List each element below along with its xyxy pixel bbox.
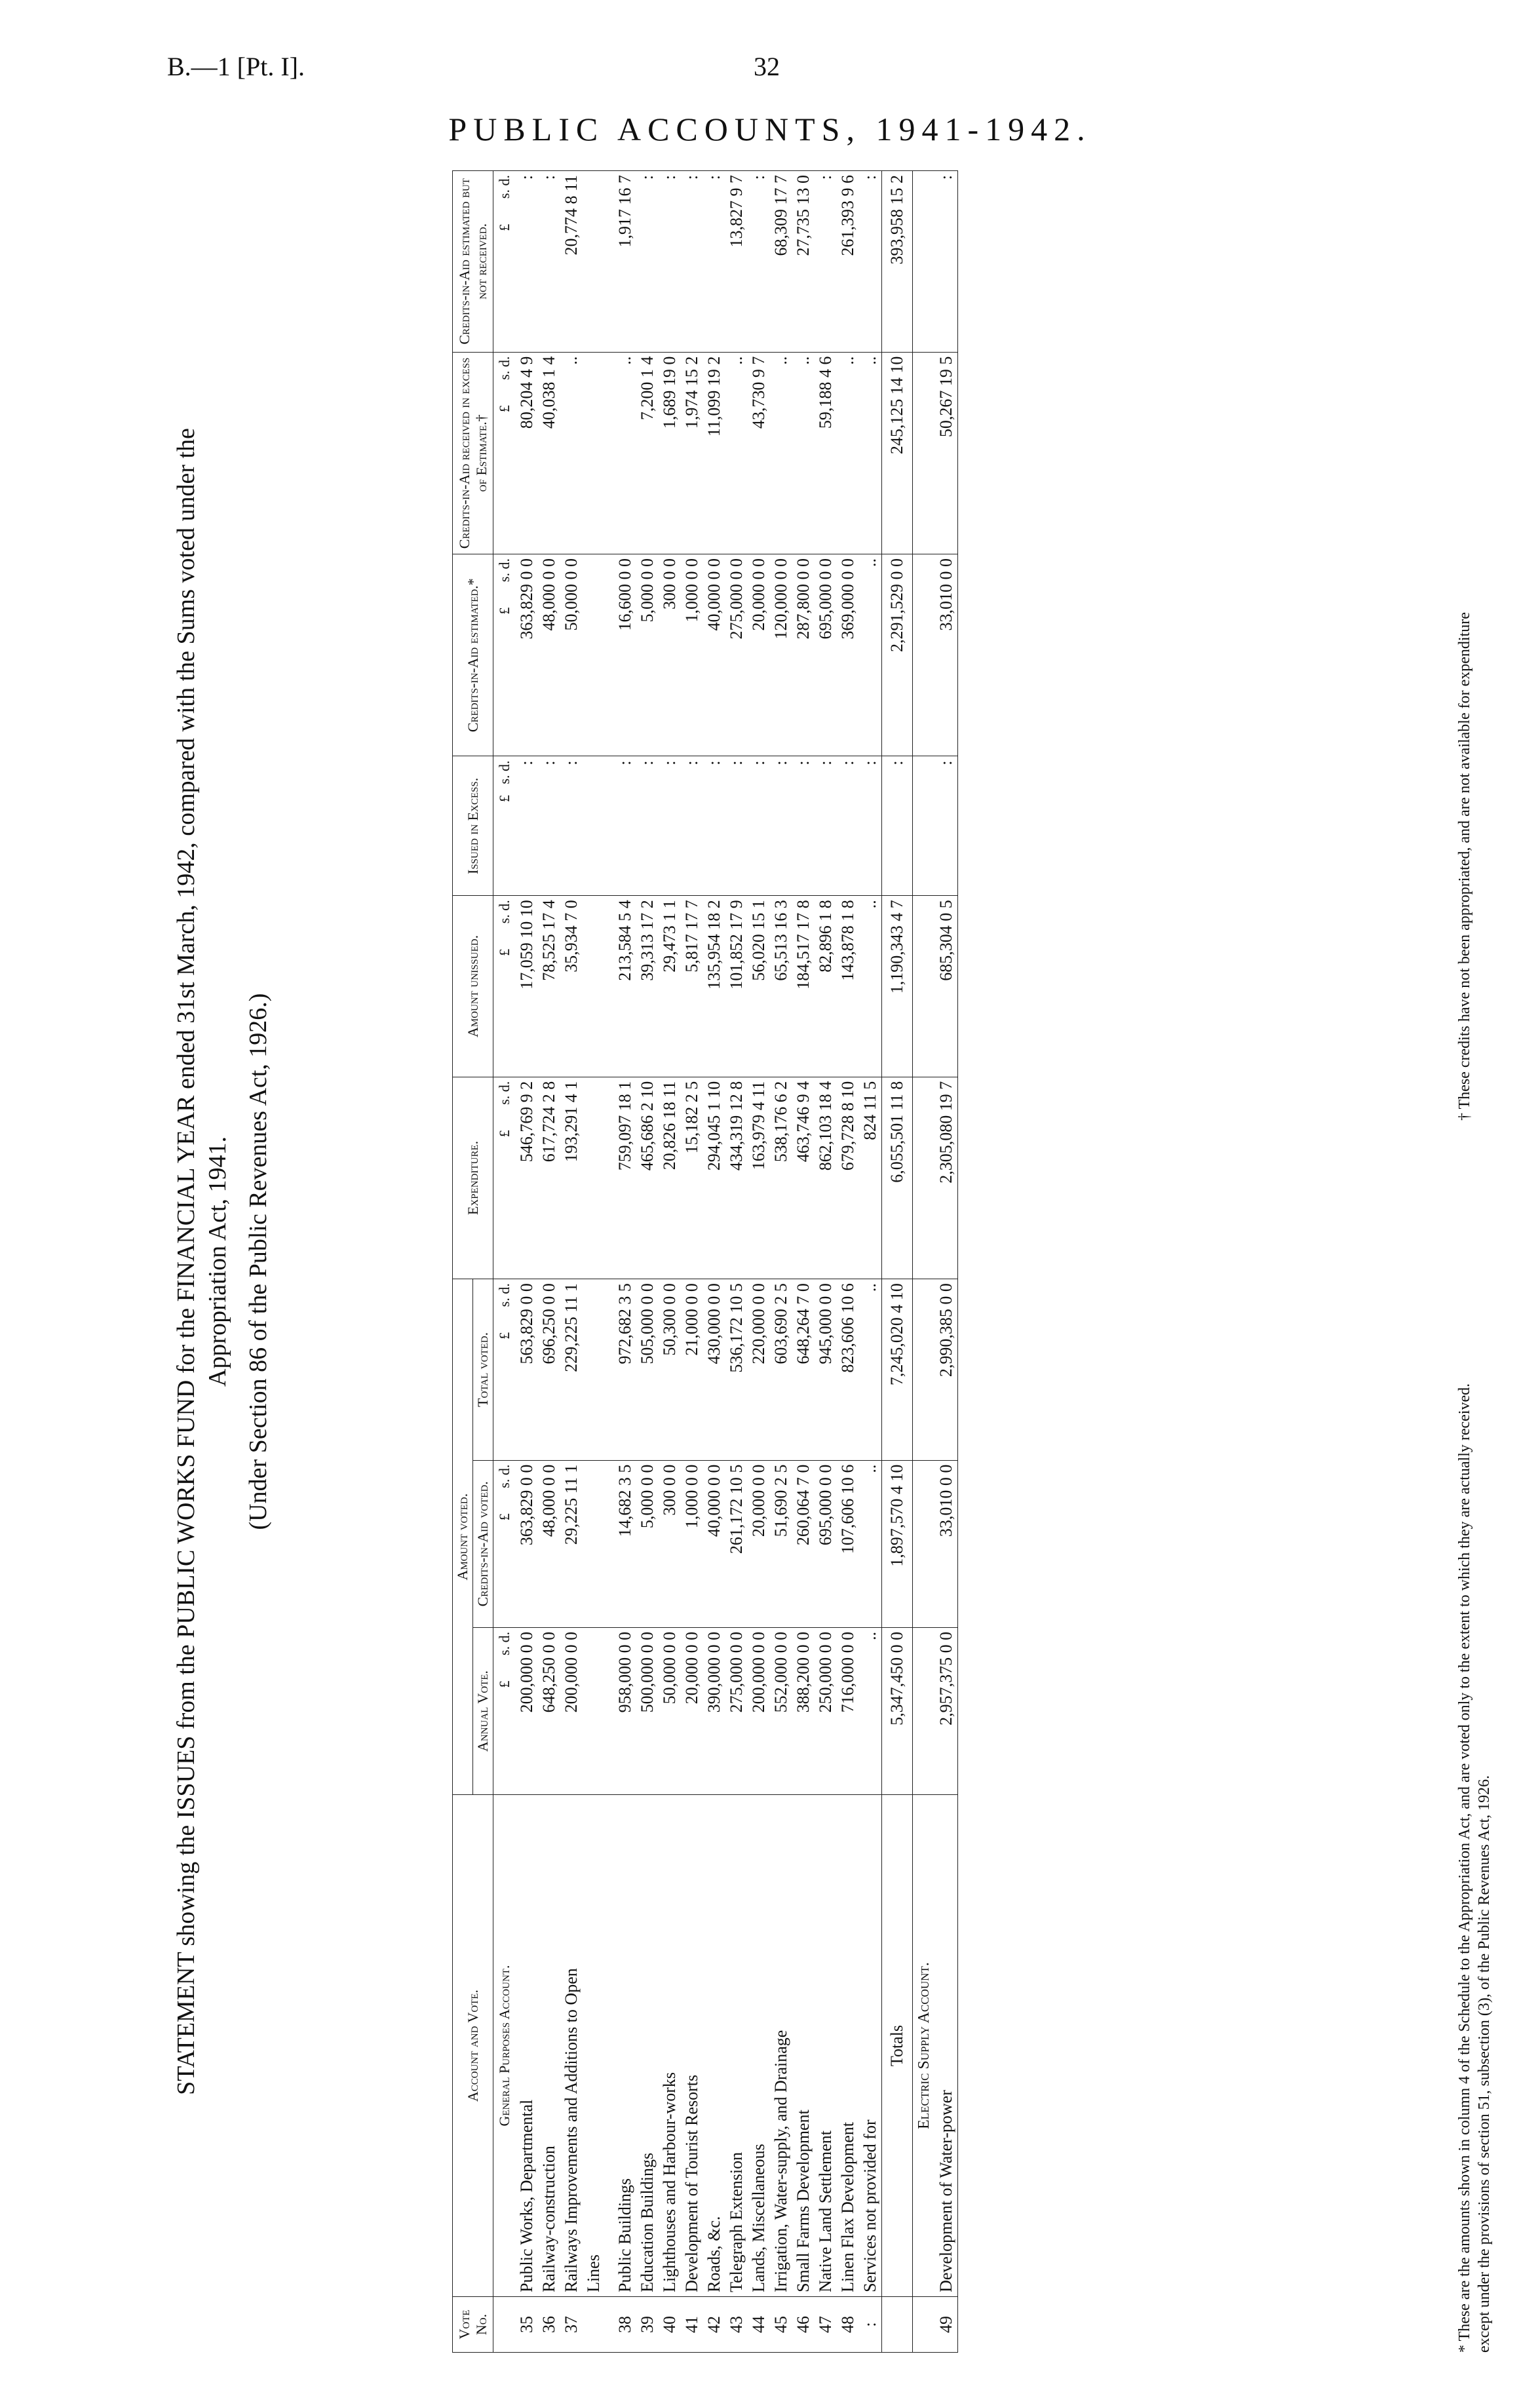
vote-name: Railway-construction: [538, 1795, 560, 2297]
cell-excess: :: [560, 756, 583, 896]
cell-cia_voted: 20,000 0 0: [748, 1460, 770, 1627]
col-credits-received: Credits-in-Aid received in excess of Estimate.†: [453, 352, 493, 554]
unit-cell: £ s. d.: [493, 1279, 516, 1461]
cell-total: 21,000 0 0: [681, 1279, 703, 1461]
cell-total: 648,264 7 0: [792, 1279, 815, 1461]
vote-name: Public Works, Departmental: [516, 1795, 538, 2297]
cell-excess: :: [935, 756, 958, 896]
vote-number: 44: [748, 2296, 770, 2352]
cell-cia_recv: 40,038 1 4: [538, 352, 560, 554]
section-row: [913, 171, 936, 2353]
cell-cia_notrecv: 1,917 16 7: [614, 171, 636, 353]
cell-exp: 546,769 9 2: [516, 1077, 538, 1279]
statement-title-block: [170, 170, 274, 2353]
cell-cia_voted: 261,172 10 5: [725, 1460, 748, 1627]
cell-cia_est: 33,010 0 0: [935, 554, 958, 756]
cell-unissued: 65,513 16 3: [770, 896, 792, 1077]
vote-number: 42: [703, 2296, 725, 2352]
cell-cia_est: 48,000 0 0: [538, 554, 560, 756]
cell-cia_est: [583, 554, 605, 756]
spacer-row: [605, 171, 614, 2353]
col-account-and-vote: Account and Vote.: [453, 1795, 493, 2297]
cell-exp: 465,686 2 10: [636, 1077, 659, 1279]
cell-unissued: 5,817 17 7: [681, 896, 703, 1077]
cell-exp: 163,979 4 11: [748, 1077, 770, 1279]
cell-cia_recv: ..: [859, 352, 882, 554]
vote-name: Irrigation, Water-supply, and Drainage: [770, 1795, 792, 2297]
cell-excess: :: [636, 756, 659, 896]
cell-unissued: ..: [859, 896, 882, 1077]
table-row: [792, 171, 815, 2353]
unit-cell: £ s. d.: [493, 554, 516, 756]
vote-number: [882, 2296, 913, 2352]
vote-number: 47: [815, 2296, 837, 2352]
cell-cia_est: 120,000 0 0: [770, 554, 792, 756]
cell-cia_voted: 107,606 10 6: [837, 1460, 859, 1627]
vote-name: Lands, Miscellaneous: [748, 1795, 770, 2297]
vote-name: Lighthouses and Harbour-works: [659, 1795, 681, 2297]
cell-cia_est: 50,000 0 0: [560, 554, 583, 756]
cell-cia_notrecv: :: [636, 171, 659, 353]
table-row: [815, 171, 837, 2353]
cell-excess: :: [516, 756, 538, 896]
cell-cia_voted: [583, 1460, 605, 1627]
cell-annual: 20,000 0 0: [681, 1627, 703, 1794]
cell-total: 603,690 2 5: [770, 1279, 792, 1461]
document-reference: B.—1 [Pt. I].: [167, 52, 305, 81]
table-row: [859, 171, 882, 2353]
cell-cia_est: 363,829 0 0: [516, 554, 538, 756]
vote-name: Railways Improvements and Additions to Open: [560, 1795, 583, 2297]
cell-cia_notrecv: :: [703, 171, 725, 353]
cell-unissued: 56,020 15 1: [748, 896, 770, 1077]
table-row: [583, 171, 605, 2353]
cell-excess: :: [659, 756, 681, 896]
statement-authority: (Under Section 86 of the Public Revenues Act, 1926.): [244, 993, 272, 1530]
vote-number: 43: [725, 2296, 748, 2352]
cell-exp: 679,728 8 10: [837, 1077, 859, 1279]
cell-cia_voted: 300 0 0: [659, 1460, 681, 1627]
cell-excess: [583, 756, 605, 896]
cell-cia_voted: 1,897,570 4 10: [882, 1460, 913, 1627]
cell-total: 430,000 0 0: [703, 1279, 725, 1461]
cell-annual: 958,000 0 0: [614, 1627, 636, 1794]
cell-cia_recv: 1,689 19 0: [659, 352, 681, 554]
cell-total: 536,172 10 5: [725, 1279, 748, 1461]
cell-cia_notrecv: :: [935, 171, 958, 353]
table-row: [748, 171, 770, 2353]
vote-name: Small Farms Development: [792, 1795, 815, 2297]
cell-cia_voted: 5,000 0 0: [636, 1460, 659, 1627]
vote-name: Lines: [583, 1795, 605, 2297]
issues-table: [452, 170, 958, 2353]
cell-cia_notrecv: :: [516, 171, 538, 353]
cell-excess: :: [815, 756, 837, 896]
cell-cia_est: 1,000 0 0: [681, 554, 703, 756]
vote-name: Linen Flax Development: [837, 1795, 859, 2297]
cell-excess: :: [725, 756, 748, 896]
cell-exp: 294,045 1 10: [703, 1077, 725, 1279]
cell-cia_est: 40,000 0 0: [703, 554, 725, 756]
statement-subtitle: Appropriation Act, 1941.: [204, 1136, 231, 1387]
cell-unissued: 29,473 1 1: [659, 896, 681, 1077]
cell-exp: 824 11 5: [859, 1077, 882, 1279]
table-row: [560, 171, 583, 2353]
cell-annual: 200,000 0 0: [516, 1627, 538, 1794]
cell-exp: 193,291 4 1: [560, 1077, 583, 1279]
vote-number: 49: [935, 2296, 958, 2352]
cell-cia_est: 287,800 0 0: [792, 554, 815, 756]
cell-total: 945,000 0 0: [815, 1279, 837, 1461]
cell-annual: 250,000 0 0: [815, 1627, 837, 1794]
cell-annual: 716,000 0 0: [837, 1627, 859, 1794]
cell-cia_voted: 14,682 3 5: [614, 1460, 636, 1627]
cell-total: 563,829 0 0: [516, 1279, 538, 1461]
cell-exp: 862,103 18 4: [815, 1077, 837, 1279]
cell-total: 505,000 0 0: [636, 1279, 659, 1461]
cell-cia_voted: 29,225 11 1: [560, 1460, 583, 1627]
cell-exp: [583, 1077, 605, 1279]
vote-number: :: [859, 2296, 882, 2352]
table-row: [659, 171, 681, 2353]
cell-cia_recv: ..: [560, 352, 583, 554]
cell-cia_recv: ..: [614, 352, 636, 554]
cell-unissued: 78,525 17 4: [538, 896, 560, 1077]
cell-exp: 434,319 12 8: [725, 1077, 748, 1279]
cell-annual: 500,000 0 0: [636, 1627, 659, 1794]
cell-cia_est: 2,291,529 0 0: [882, 554, 913, 756]
col-vote-no: Vote No.: [453, 2296, 493, 2352]
cell-cia_recv: 11,099 19 2: [703, 352, 725, 554]
vote-number: 46: [792, 2296, 815, 2352]
cell-excess: :: [792, 756, 815, 896]
cell-cia_recv: 80,204 4 9: [516, 352, 538, 554]
cell-cia_notrecv: 27,735 13 0: [792, 171, 815, 353]
cell-cia_notrecv: :: [859, 171, 882, 353]
cell-annual: 200,000 0 0: [748, 1627, 770, 1794]
cell-cia_voted: ..: [859, 1460, 882, 1627]
table-row: [770, 171, 792, 2353]
vote-name: Public Buildings: [614, 1795, 636, 2297]
cell-exp: 617,724 2 8: [538, 1077, 560, 1279]
vote-name: Roads, &c.: [703, 1795, 725, 2297]
cell-cia_est: 16,600 0 0: [614, 554, 636, 756]
cell-cia_recv: 245,125 14 10: [882, 352, 913, 554]
cell-unissued: 17,059 10 10: [516, 896, 538, 1077]
statement-title: STATEMENT showing the ISSUES from the PUBLIC WORKS FUND for the FINANCIAL YEAR ended 31st March, 1942, compared with the Sums voted under the: [172, 428, 200, 2095]
unit-cell: £ s. d.: [493, 756, 516, 896]
cell-unissued: 213,584 5 4: [614, 896, 636, 1077]
unit-cell: £ s. d.: [493, 1460, 516, 1627]
col-issued-in-excess: Issued in Excess.: [453, 756, 493, 896]
cell-total: 696,250 0 0: [538, 1279, 560, 1461]
vote-name: Native Land Settlement: [815, 1795, 837, 2297]
cell-cia_notrecv: 68,309 17 7: [770, 171, 792, 353]
vote-number: [583, 2296, 605, 2352]
cell-annual: ..: [859, 1627, 882, 1794]
cell-annual: 648,250 0 0: [538, 1627, 560, 1794]
table-row: [837, 171, 859, 2353]
cell-exp: 15,182 2 5: [681, 1077, 703, 1279]
col-total-voted: Total voted.: [473, 1279, 493, 1461]
footnote-star-continued: except under the provisions of section 51, subsection (3), of the Public Revenues Act, 1926.: [1476, 1775, 1493, 2353]
cell-exp: 6,055,501 11 8: [882, 1077, 913, 1279]
cell-annual: 200,000 0 0: [560, 1627, 583, 1794]
cell-total: 823,606 10 6: [837, 1279, 859, 1461]
totals-row: [882, 171, 913, 2353]
cell-cia_notrecv: 13,827 9 7: [725, 171, 748, 353]
cell-cia_recv: 43,730 9 7: [748, 352, 770, 554]
cell-cia_recv: ..: [792, 352, 815, 554]
unit-cell: £ s. d.: [493, 352, 516, 554]
cell-unissued: 184,517 17 8: [792, 896, 815, 1077]
cell-cia_notrecv: :: [681, 171, 703, 353]
cell-annual: 390,000 0 0: [703, 1627, 725, 1794]
unit-cell: £ s. d.: [493, 171, 516, 353]
cell-unissued: 82,896 1 8: [815, 896, 837, 1077]
vote-name: Development of Tourist Resorts: [681, 1795, 703, 2297]
vote-number: 45: [770, 2296, 792, 2352]
vote-name: Services not provided for: [859, 1795, 882, 2297]
cell-total: ..: [859, 1279, 882, 1461]
cell-exp: 759,097 18 1: [614, 1077, 636, 1279]
vote-name: Telegraph Extension: [725, 1795, 748, 2297]
table-row: [538, 171, 560, 2353]
cell-cia_notrecv: 393,958 15 2: [882, 171, 913, 353]
cell-exp: 2,305,080 19 7: [935, 1077, 958, 1279]
vote-number: 38: [614, 2296, 636, 2352]
cell-cia_est: ..: [859, 554, 882, 756]
table-row: [516, 171, 538, 2353]
col-credits-estimated: Credits-in-Aid estimated.*: [453, 554, 493, 756]
cell-cia_voted: 33,010 0 0: [935, 1460, 958, 1627]
cell-total: 7,245,020 4 10: [882, 1279, 913, 1461]
cell-cia_voted: 1,000 0 0: [681, 1460, 703, 1627]
col-expenditure: Expenditure.: [453, 1077, 493, 1279]
cell-unissued: 39,313 17 2: [636, 896, 659, 1077]
section-electric: Electric Supply Account.: [913, 1795, 936, 2297]
table-row: [681, 171, 703, 2353]
cell-total: 972,682 3 5: [614, 1279, 636, 1461]
table-row: [614, 171, 636, 2353]
table-row: [725, 171, 748, 2353]
cell-cia_notrecv: 20,774 8 11: [560, 171, 583, 353]
cell-total: 2,990,385 0 0: [935, 1279, 958, 1461]
cell-cia_est: 20,000 0 0: [748, 554, 770, 756]
cell-excess: :: [748, 756, 770, 896]
units-row: [493, 171, 516, 2353]
cell-annual: 388,200 0 0: [792, 1627, 815, 1794]
cell-unissued: 35,934 7 0: [560, 896, 583, 1077]
cell-cia_recv: 1,974 15 2: [681, 352, 703, 554]
cell-total: 50,300 0 0: [659, 1279, 681, 1461]
cell-cia_est: 5,000 0 0: [636, 554, 659, 756]
cell-annual: 5,347,450 0 0: [882, 1627, 913, 1794]
cell-annual: 275,000 0 0: [725, 1627, 748, 1794]
rotated-statement: [170, 170, 1507, 2353]
cell-excess: :: [681, 756, 703, 896]
vote-name: Development of Water-power: [935, 1795, 958, 2297]
cell-total: 220,000 0 0: [748, 1279, 770, 1461]
cell-excess: :: [837, 756, 859, 896]
col-amount-voted: Amount voted.: [453, 1279, 473, 1795]
col-annual-vote: Annual Vote.: [473, 1627, 493, 1794]
cell-excess: :: [538, 756, 560, 896]
cell-cia_recv: 50,267 19 5: [935, 352, 958, 554]
cell-cia_recv: ..: [770, 352, 792, 554]
cell-cia_notrecv: 261,393 9 6: [837, 171, 859, 353]
cell-cia_voted: 260,064 7 0: [792, 1460, 815, 1627]
cell-cia_recv: ..: [837, 352, 859, 554]
col-amount-unissued: Amount unissued.: [453, 896, 493, 1077]
page-title: PUBLIC ACCOUNTS, 1941-1942.: [448, 111, 1092, 147]
cell-cia_recv: ..: [725, 352, 748, 554]
cell-excess: :: [859, 756, 882, 896]
cell-cia_recv: 7,200 1 4: [636, 352, 659, 554]
table-row: [935, 171, 958, 2353]
cell-cia_recv: [583, 352, 605, 554]
header-row-1: [453, 171, 473, 2353]
table-row: [636, 171, 659, 2353]
cell-cia_est: 275,000 0 0: [725, 554, 748, 756]
col-credits-not-received: Credits-in-Aid estimated but not received.: [453, 171, 493, 353]
cell-unissued: 101,852 17 9: [725, 896, 748, 1077]
page-number: 32: [754, 52, 780, 81]
cell-cia_voted: 40,000 0 0: [703, 1460, 725, 1627]
cell-excess: :: [770, 756, 792, 896]
cell-cia_voted: 695,000 0 0: [815, 1460, 837, 1627]
unit-cell: £ s. d.: [493, 896, 516, 1077]
cell-excess: :: [882, 756, 913, 896]
cell-cia_notrecv: :: [748, 171, 770, 353]
cell-total: 229,225 11 1: [560, 1279, 583, 1461]
cell-excess: :: [614, 756, 636, 896]
cell-unissued: 685,304 0 5: [935, 896, 958, 1077]
cell-cia_notrecv: :: [815, 171, 837, 353]
cell-unissued: 135,954 18 2: [703, 896, 725, 1077]
vote-number: 40: [659, 2296, 681, 2352]
vote-name: Education Buildings: [636, 1795, 659, 2297]
cell-cia_voted: 51,690 2 5: [770, 1460, 792, 1627]
cell-cia_est: 300 0 0: [659, 554, 681, 756]
vote-number: 39: [636, 2296, 659, 2352]
section-general: General Purposes Account.: [493, 1795, 516, 2297]
cell-cia_notrecv: [583, 171, 605, 353]
unit-cell: £ s. d.: [493, 1077, 516, 1279]
cell-exp: 538,176 6 2: [770, 1077, 792, 1279]
cell-unissued: 143,878 1 8: [837, 896, 859, 1077]
vote-number: 41: [681, 2296, 703, 2352]
cell-exp: 463,746 9 4: [792, 1077, 815, 1279]
cell-cia_notrecv: :: [659, 171, 681, 353]
cell-unissued: [583, 896, 605, 1077]
cell-annual: 552,000 0 0: [770, 1627, 792, 1794]
cell-unissued: 1,190,343 4 7: [882, 896, 913, 1077]
footnote-dagger: † These credits have not been appropriated, and are not available for expenditure: [1456, 612, 1473, 1121]
footnote-star: * These are the amounts shown in column 4 of the Schedule to the Appropriation Act, and are voted only to the extent to which they are actually received.: [1456, 1383, 1473, 2353]
table-row: [703, 171, 725, 2353]
unit-cell: £ s. d.: [493, 1627, 516, 1794]
vote-number: 48: [837, 2296, 859, 2352]
vote-name: Totals: [882, 1795, 913, 2297]
vote-number: 37: [560, 2296, 583, 2352]
cell-exp: 20,826 18 11: [659, 1077, 681, 1279]
cell-total: [583, 1279, 605, 1461]
cell-annual: [583, 1627, 605, 1794]
cell-cia_voted: 363,829 0 0: [516, 1460, 538, 1627]
vote-number: 35: [516, 2296, 538, 2352]
col-credits-voted: Credits-in-Aid voted.: [473, 1460, 493, 1627]
cell-annual: 2,957,375 0 0: [935, 1627, 958, 1794]
cell-cia_est: 369,000 0 0: [837, 554, 859, 756]
cell-excess: :: [703, 756, 725, 896]
vote-number: 36: [538, 2296, 560, 2352]
cell-cia_recv: 59,188 4 6: [815, 352, 837, 554]
cell-cia_notrecv: :: [538, 171, 560, 353]
cell-cia_voted: 48,000 0 0: [538, 1460, 560, 1627]
cell-annual: 50,000 0 0: [659, 1627, 681, 1794]
cell-cia_est: 695,000 0 0: [815, 554, 837, 756]
